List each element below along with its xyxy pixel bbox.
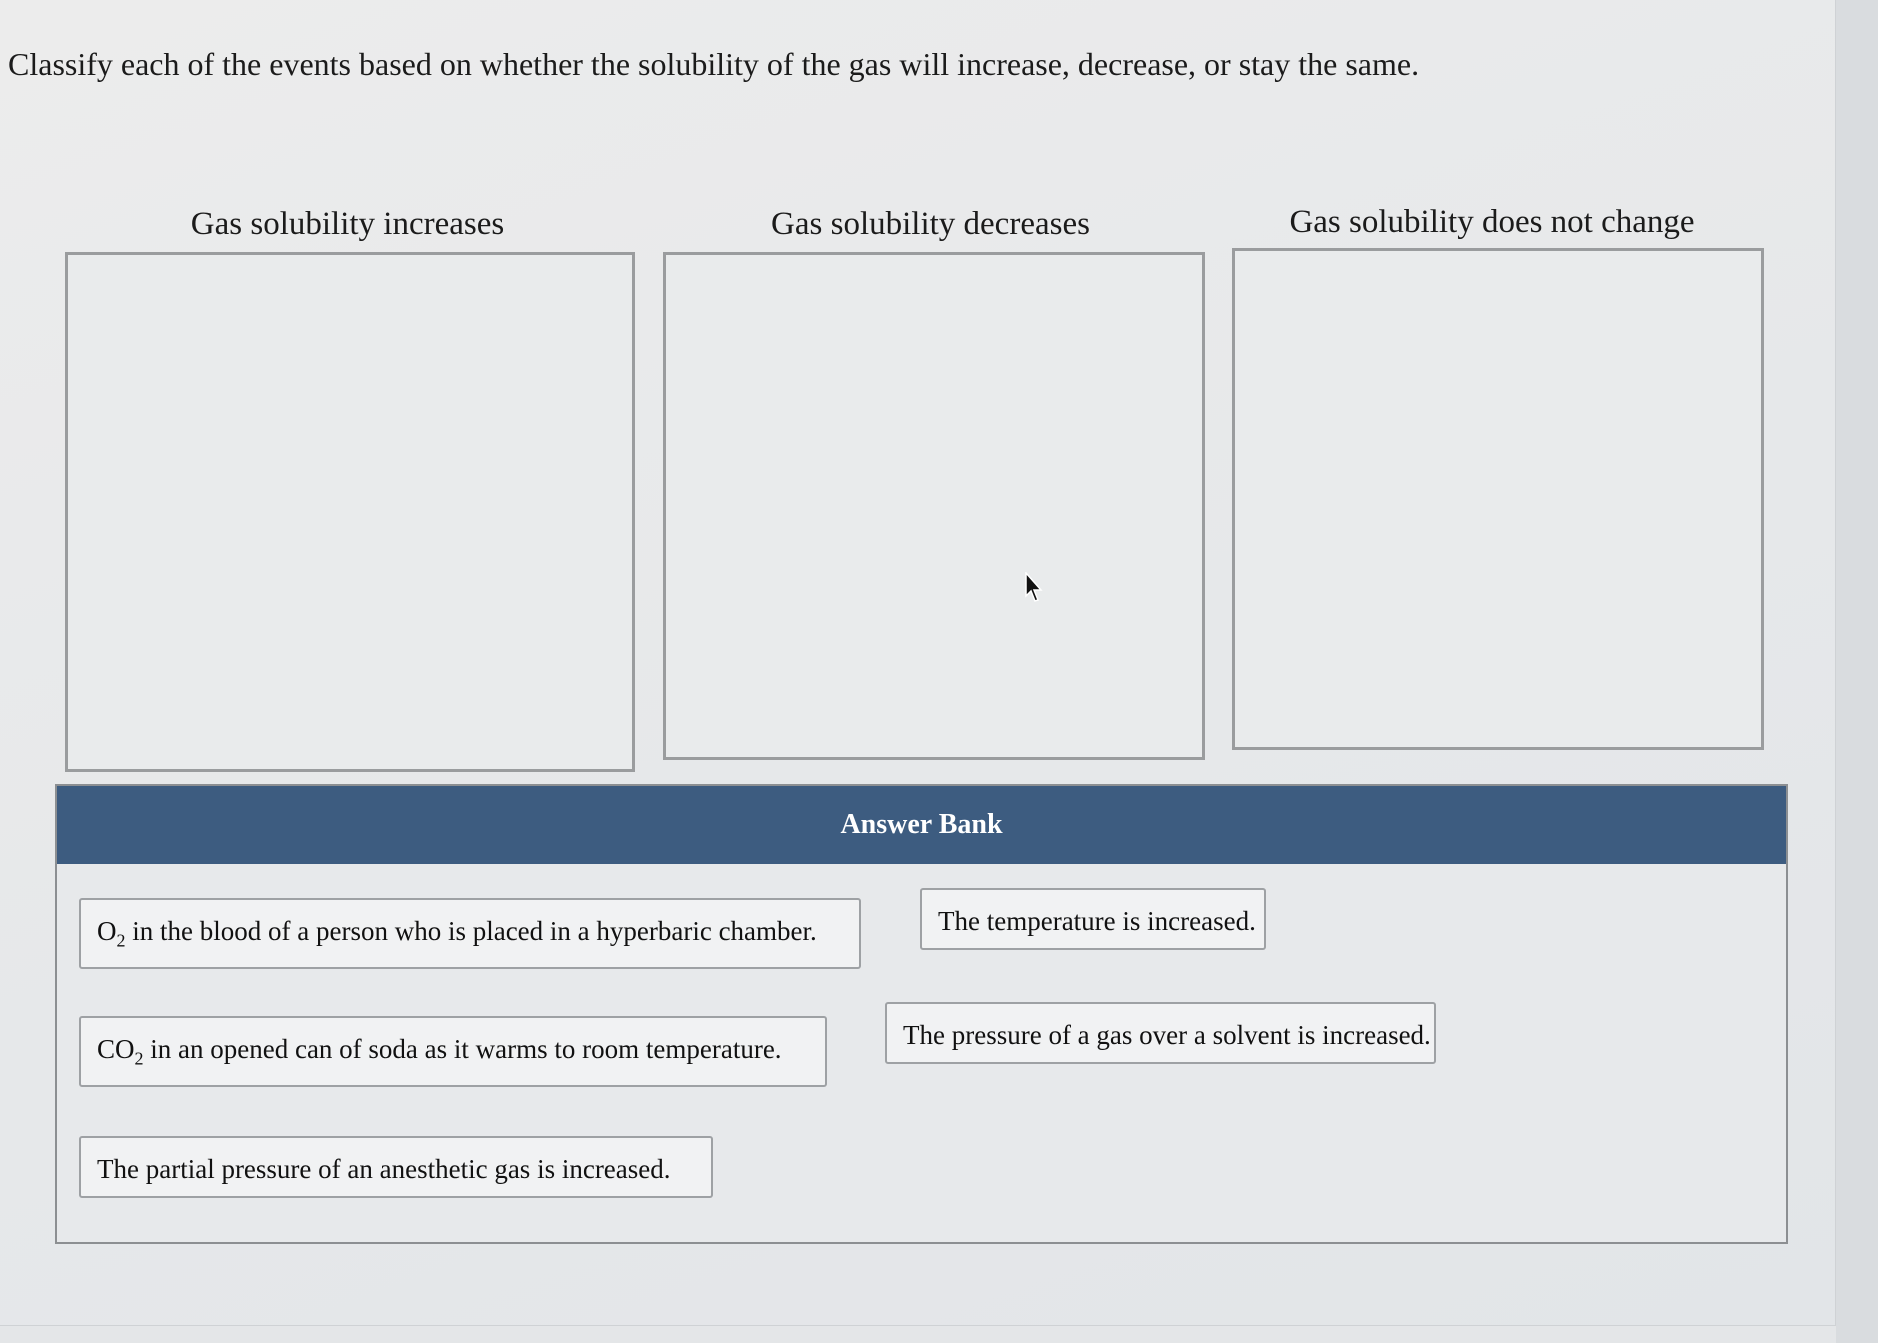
chip-text: The pressure of a gas over a solvent is increased. <box>903 1020 1431 1050</box>
answer-chip-o2-hyperbaric[interactable] <box>79 898 861 969</box>
chip-text: in the blood of a person who is placed in a hyperbaric chamber. <box>125 916 817 946</box>
answer-chip-co2-soda[interactable] <box>79 1016 827 1087</box>
bin-label-decreases: Gas solubility decreases <box>771 206 1090 242</box>
answer-chip-anesthetic-pressure[interactable] <box>79 1136 713 1198</box>
bin-label-increases: Gas solubility increases <box>190 206 505 242</box>
mouse-cursor-icon <box>1024 572 1044 604</box>
drop-zone-decreases[interactable] <box>663 252 1205 760</box>
chip-subscript: 2 <box>134 1048 144 1069</box>
answer-chip-temperature-increased[interactable] <box>920 888 1266 950</box>
chip-formula: O <box>97 916 117 946</box>
chip-subscript: 2 <box>116 930 126 951</box>
page-edge <box>1836 0 1878 1343</box>
question-prompt: Classify each of the events based on whether the solubility of the gas will increase, decrease, or stay the same. <box>8 46 1420 82</box>
answer-bank-header: Answer Bank <box>57 786 1786 864</box>
bin-label-no-change: Gas solubility does not change <box>1289 204 1695 240</box>
chip-formula: CO <box>97 1034 135 1064</box>
chip-text: The partial pressure of an anesthetic gas is increased. <box>97 1154 671 1184</box>
drop-zone-increases[interactable] <box>65 252 635 772</box>
chip-text: The temperature is increased. <box>938 906 1256 936</box>
drop-zone-no-change[interactable] <box>1232 248 1764 750</box>
chip-text: in an opened can of soda as it warms to room temperature. <box>143 1034 782 1064</box>
answer-chip-pressure-increased[interactable] <box>885 1002 1436 1064</box>
